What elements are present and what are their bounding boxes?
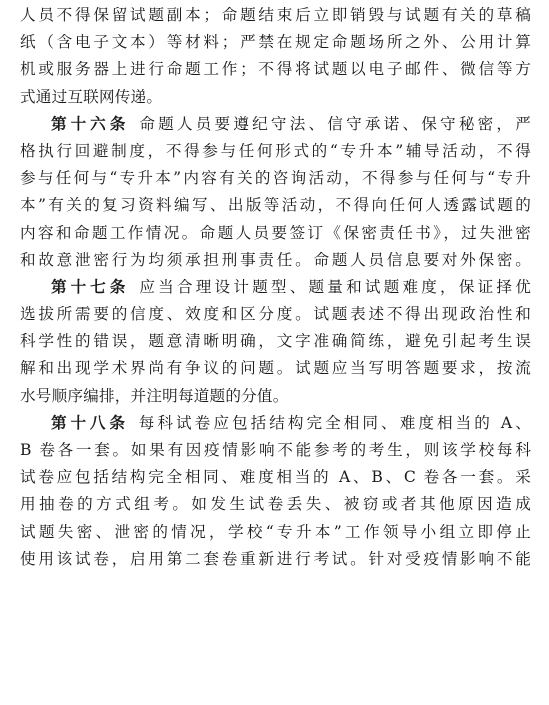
text-line: 命题人员要遵纪守法、信守承诺、保守秘密，严 [139,114,531,133]
text-line: 本”有关的复习资料编写、出版等活动，不得向任何人透露试题的 [20,196,531,215]
text-line: 使用该试卷，启用第二套卷重新进行考试。针对受疫情影响不能 [20,549,531,568]
text-line: 和故意泄密行为均须承担刑事责任。命题人员信息要对外保密。 [20,250,531,269]
text-line: 应当合理设计题型、题量和试题难度，保证择优 [139,277,531,296]
article-18-heading: 第十八条 [51,413,129,432]
article-18-first-line [20,410,531,437]
article-16-first-line [20,111,531,138]
document-body [20,2,531,573]
text-line: 式通过互联网传递。 [20,87,163,106]
article-16-heading: 第十六条 [51,114,130,133]
text-line: 试题失密、泄密的情况，学校“专升本”工作领导小组立即停止 [20,522,531,541]
text-line: 每科试卷应包括结构完全相同、难度相当的 A、 [138,413,531,432]
text-line: 机或服务器上进行命题工作；不得将试题以电子邮件、微信等方 [20,60,531,79]
text-line: 科学性的错误，题意清晰明确，文字准确简练，避免引起考生误 [20,332,531,351]
text-line: B 卷各一套。如果有因疫情影响不能参考的考生，则该学校每科 [20,441,531,459]
text-line: 试卷应包括结构完全相同、难度相当的 A、B、C 卷各一套。采 [20,468,531,487]
text-line: 解和出现学术界尚有争议的问题。试题应当写明答题要求，按流 [20,359,531,378]
text-line: 格执行回避制度，不得参与任何形式的“专升本”辅导活动，不得 [20,141,531,160]
text-line: 选拔所需要的信度、效度和区分度。试题表述不得出现政治性和 [20,305,531,324]
text-line: 纸（含电子文本）等材料；严禁在规定命题场所之外、公用计算 [20,33,531,52]
text-line: 人员不得保留试题副本；命题结束后立即销毁与试题有关的草稿 [20,6,531,24]
article-17-heading: 第十七条 [51,277,130,296]
text-line: 用抽卷的方式组考。如发生试卷丢失、被窃或者其他原因造成 [20,495,531,514]
text-line: 参与任何与“专升本”内容有关的咨询活动，不得参与任何与“专升 [20,169,531,188]
text-line: 内容和命题工作情况。命题人员要签订《保密责任书》，过失泄密 [20,223,531,242]
text-line: 水号顺序编排，并注明每道题的分值。 [20,386,289,405]
article-17-first-line [20,274,531,301]
